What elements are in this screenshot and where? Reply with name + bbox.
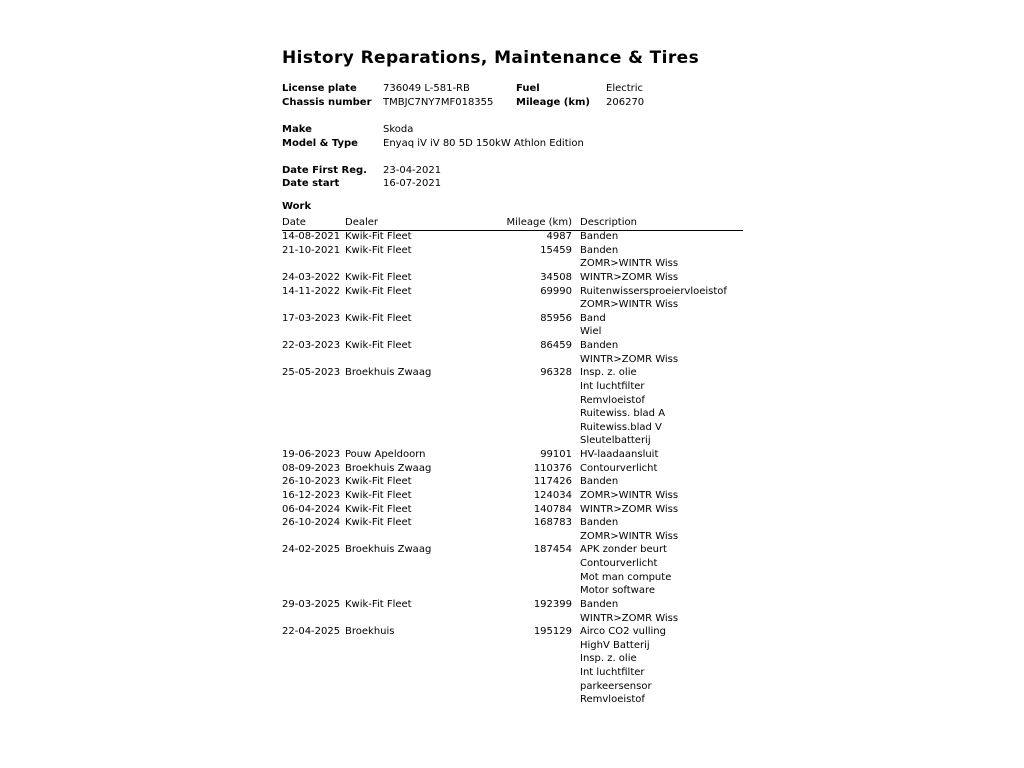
row-mileage: 85956 [540, 312, 572, 324]
row-date: 06-04-2024 [282, 503, 341, 515]
row-dealer: Pouw Apeldoorn [345, 449, 426, 460]
row-mileage: 187454 [533, 544, 572, 556]
row-description: parkeersensor [580, 680, 652, 692]
work-section-label: Work [282, 201, 312, 212]
row-date: 26-10-2024 [282, 517, 341, 529]
row-description: Motor software [580, 585, 656, 597]
row-date: 25-05-2023 [282, 367, 341, 379]
row-description: Contourverlicht [580, 462, 658, 474]
row-mileage: 124034 [533, 489, 572, 501]
mileage-value: 206270 [606, 97, 645, 108]
row-dealer: Kwik-Fit Fleet [345, 598, 412, 610]
row-description: Banden [580, 476, 619, 488]
row-mileage: 34508 [540, 271, 572, 283]
row-description: APK zonder beurt [580, 544, 667, 556]
license-plate-value: 736049 L-581-RB [383, 83, 470, 94]
row-description-list [580, 366, 743, 448]
table-row [282, 516, 743, 543]
row-description: WINTR>ZOMR Wiss [580, 271, 679, 283]
row-mileage: 110376 [533, 462, 572, 474]
make-label: Make [282, 124, 312, 135]
row-description: Banden [580, 231, 619, 242]
table-row [282, 244, 743, 271]
row-description: Banden [580, 598, 619, 610]
row-description: ZOMR>WINTR Wiss [580, 258, 679, 270]
row-date: 26-10-2023 [282, 476, 341, 488]
row-description-list [580, 475, 743, 489]
table-row [282, 543, 743, 598]
column-header-mileage: Mileage (km) [506, 217, 572, 228]
license-plate-label: License plate [282, 83, 357, 94]
work-table-header [282, 216, 743, 231]
row-description-list [580, 339, 743, 366]
column-header-description: Description [580, 217, 637, 228]
mileage-label: Mileage (km) [516, 97, 590, 108]
row-description: Wiel [580, 326, 602, 338]
row-date: 24-02-2025 [282, 544, 341, 556]
row-mileage: 4987 [546, 231, 572, 242]
row-mileage: 117426 [533, 476, 572, 488]
row-description: Contourverlicht [580, 558, 658, 569]
row-dealer: Kwik-Fit Fleet [345, 517, 412, 529]
row-description-list [580, 516, 743, 543]
row-description: Airco CO2 vulling [580, 626, 666, 638]
row-description: ZOMR>WINTR Wiss [580, 299, 679, 311]
row-description-list [580, 312, 743, 339]
row-description-list [580, 271, 743, 285]
row-description: Band [580, 312, 606, 324]
work-table-body [282, 230, 743, 707]
row-description: Insp. z. olie [580, 653, 637, 665]
table-row [282, 271, 743, 285]
page-title: History Reparations, Maintenance & Tires [282, 48, 700, 68]
row-mileage: 168783 [533, 517, 572, 529]
row-description: Banden [580, 340, 619, 351]
row-dealer: Kwik-Fit Fleet [345, 271, 412, 283]
row-mileage: 69990 [540, 285, 572, 297]
row-date: 22-04-2025 [282, 626, 341, 638]
table-row [282, 366, 743, 448]
row-description-list [580, 230, 743, 244]
first-reg-value: 23-04-2021 [383, 165, 442, 176]
row-description: ZOMR>WINTR Wiss [580, 530, 679, 542]
row-description: Ruitewiss.blad V [580, 421, 662, 433]
row-description: Insp. z. olie [580, 367, 637, 379]
row-dealer: Kwik-Fit Fleet [345, 503, 412, 515]
row-description: WINTR>ZOMR Wiss [580, 503, 679, 515]
row-description: Mot man compute [580, 571, 672, 583]
row-description-list [580, 489, 743, 503]
row-date: 14-08-2021 [282, 231, 341, 242]
first-reg-label: Date First Reg. [282, 165, 367, 176]
chassis-value: TMBJC7NY7MF018355 [383, 97, 494, 108]
make-value: Skoda [383, 124, 414, 135]
fuel-value: Electric [606, 83, 644, 94]
model-label: Model & Type [282, 138, 358, 149]
row-dealer: Broekhuis Zwaag [345, 544, 432, 556]
table-row [282, 503, 743, 517]
row-dealer: Kwik-Fit Fleet [345, 476, 412, 488]
row-date: 17-03-2023 [282, 312, 341, 324]
row-description-list [580, 598, 743, 625]
row-dealer: Kwik-Fit Fleet [345, 244, 412, 256]
row-description: Ruitenwissersproeiervloeistof [580, 285, 727, 297]
start-value: 16-07-2021 [383, 178, 442, 189]
row-description-list [580, 285, 743, 312]
row-mileage: 99101 [540, 449, 572, 460]
table-row [282, 285, 743, 312]
row-description-list [580, 244, 743, 271]
table-row [282, 598, 743, 625]
row-description-list [580, 503, 743, 517]
fuel-label: Fuel [516, 83, 540, 94]
table-row [282, 475, 743, 489]
row-date: 08-09-2023 [282, 462, 341, 474]
row-description-list [580, 543, 743, 598]
row-date: 29-03-2025 [282, 598, 341, 610]
row-mileage: 195129 [533, 626, 572, 638]
table-row [282, 448, 743, 462]
row-dealer: Kwik-Fit Fleet [345, 489, 412, 501]
row-description: Sleutelbatterij [580, 435, 651, 447]
row-mileage: 192399 [533, 598, 572, 610]
start-label: Date start [282, 178, 340, 189]
column-header-date: Date [282, 217, 306, 228]
table-row [282, 489, 743, 503]
row-mileage: 96328 [540, 367, 572, 379]
row-description: Remvloeistof [580, 694, 645, 706]
row-date: 24-03-2022 [282, 271, 341, 283]
row-description: Int luchtfilter [580, 667, 645, 678]
table-row [282, 312, 743, 339]
table-row [282, 625, 743, 707]
row-date: 22-03-2023 [282, 340, 341, 351]
row-description: HighV Batterij [580, 639, 650, 651]
row-description: Int luchtfilter [580, 380, 645, 392]
row-description: ZOMR>WINTR Wiss [580, 489, 679, 501]
table-row [282, 339, 743, 366]
row-mileage: 86459 [540, 340, 572, 351]
row-dealer: Kwik-Fit Fleet [345, 340, 412, 351]
model-value: Enyaq iV iV 80 5D 150kW Athlon Edition [383, 138, 584, 149]
row-date: 19-06-2023 [282, 449, 341, 460]
row-dealer: Kwik-Fit Fleet [345, 231, 412, 242]
row-description: WINTR>ZOMR Wiss [580, 612, 679, 624]
row-dealer: Kwik-Fit Fleet [345, 285, 412, 297]
row-date: 21-10-2021 [282, 244, 341, 256]
row-description-list [580, 462, 743, 476]
row-dealer: Broekhuis Zwaag [345, 367, 432, 379]
row-dealer: Kwik-Fit Fleet [345, 312, 412, 324]
row-description: Banden [580, 517, 619, 529]
row-description-list [580, 625, 743, 707]
chassis-label: Chassis number [282, 97, 372, 108]
column-header-dealer: Dealer [345, 217, 379, 228]
row-mileage: 140784 [533, 503, 572, 515]
row-mileage: 15459 [540, 244, 572, 256]
row-description: Remvloeistof [580, 394, 645, 406]
row-description: WINTR>ZOMR Wiss [580, 353, 679, 365]
row-description-list [580, 448, 743, 462]
table-row [282, 462, 743, 476]
row-date: 14-11-2022 [282, 285, 341, 297]
row-description: Banden [580, 244, 619, 256]
row-description: Ruitewiss. blad A [580, 408, 666, 420]
row-dealer: Broekhuis [345, 626, 395, 638]
table-row [282, 230, 743, 244]
row-dealer: Broekhuis Zwaag [345, 462, 432, 474]
row-description: HV-laadaansluit [580, 449, 659, 460]
row-date: 16-12-2023 [282, 489, 341, 501]
